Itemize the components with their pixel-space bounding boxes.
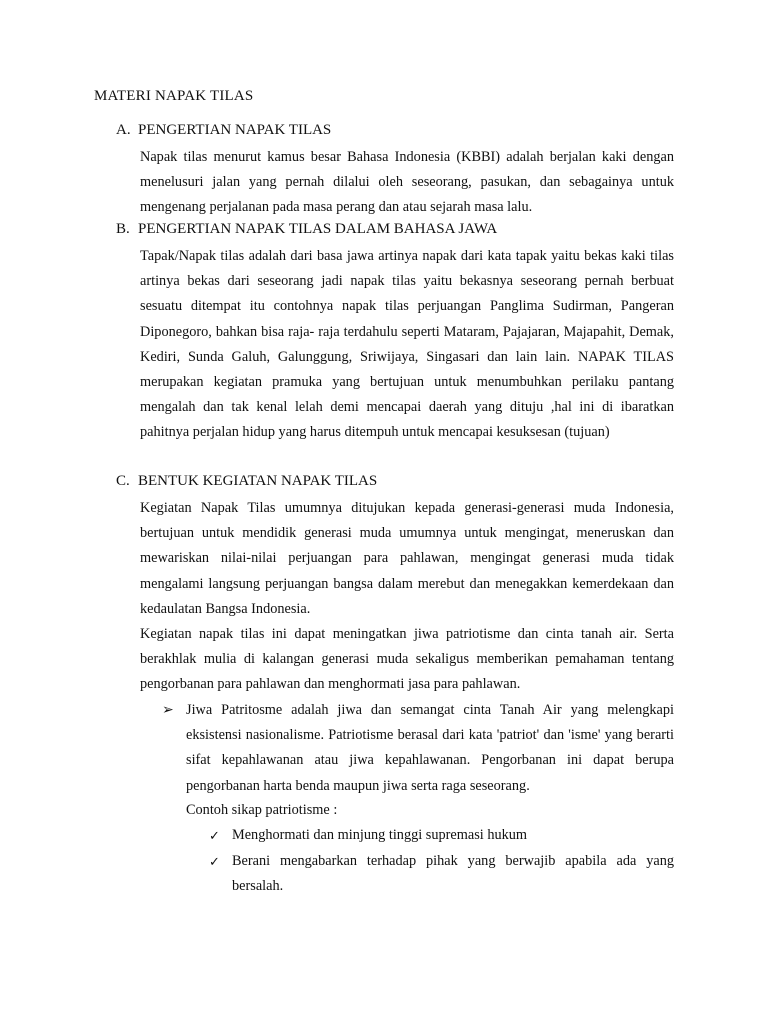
section-a-heading — [116, 122, 331, 139]
section-c-title: BENTUK KEGIATAN NAPAK TILAS — [138, 473, 378, 489]
section-b-title: PENGERTIAN NAPAK TILAS DALAM BAHASA JAWA — [138, 221, 498, 237]
section-c-number: C. — [116, 473, 130, 489]
example-item: Menghormati dan minjung tinggi supremasi hukum — [232, 827, 528, 843]
section-c-paragraph-2: Kegiatan napak tilas ini dapat meningatkan jiwa patriotisme dan cinta tanah air. Serta berakhlak mulia di kalangan generasi muda sekaligus memberikan pemahaman tentang pengorbanan para pahlawan dan menghormati jasa para pahlawan. — [140, 626, 674, 693]
section-c-paragraph-1: Kegiatan Napak Tilas umumnya ditujukan kepada generasi-generasi muda Indonesia, bertujuan untuk mendidik generasi muda umumnya untuk mengingat, meneruskan dan mewariskan nilai-nilai perjuangan para pahlawan, mengingat generasi muda tidak mengalami langsung perjuangan bangsa dalam merebut dan menegakkan kemerdekaan dan kedaulatan Bangsa Indonesia. — [140, 500, 674, 617]
section-c-heading — [116, 473, 377, 490]
example-item: Berani mengabarkan terhadap pihak yang berwajib apabila ada yang bersalah. — [232, 853, 674, 895]
section-a-title: PENGERTIAN NAPAK TILAS — [138, 122, 332, 138]
bullet-text: Jiwa Patritosme adalah jiwa dan semangat cinta Tanah Air yang melengkapi eksistensi nasionalisme. Patriotisme berasal dari kata 'patriot' dan 'isme' yang berarti sifat kepahlawanan atau jiwa kepahlawanan. Pengorbanan ini dapat berupa pengorbanan harta benda maupun jiwa serta raga seseorang. — [186, 702, 674, 794]
section-a-number: A. — [116, 122, 131, 138]
arrow-bullet-icon: ➢ — [162, 703, 174, 718]
examples-label: Contoh sikap patriotisme : — [186, 802, 338, 818]
checkmark-icon: ✓ — [209, 854, 220, 869]
checkmark-icon: ✓ — [209, 828, 220, 843]
section-a-paragraph: Napak tilas menurut kamus besar Bahasa Indonesia (KBBI) adalah berjalan kaki dengan menelusuri jalan yang pernah dilalui oleh seseorang, pasukan, dan sebagainya untuk mengenang perjalanan pada masa perang dan atau sejarah masa lalu. — [140, 149, 674, 216]
section-b-heading — [116, 221, 497, 238]
document-title: MATERI NAPAK TILAS — [94, 88, 254, 104]
section-b-paragraph: Tapak/Napak tilas adalah dari basa jawa artinya napak dari kata tapak yaitu bekas kaki tilas artinya bekas dari seseorang jadi napak tilas yaitu bekasnya seseorang pernah berbuat sesuatu ditempat itu contohnya napak tilas perjuangan Panglima Sudirman, Pangeran Diponegoro, bahkan bisa raja- raja terdahulu seperti Mataram, Pajajaran, Majapahit, Demak, Kediri, Sunda Galuh, Galunggung, Sriwijaya, Singasari dan lain lain. NAPAK TILAS merupakan kegiatan pramuka yang bertujuan untuk menumbuhkan perilaku pantang mengalah dan tak kenal lelah demi mencapai daerah yang dituju ,hal ini di ibaratkan pahitnya perjalan hidup yang harus ditempuh untuk mencapai kesuksesan (tujuan) — [140, 248, 674, 441]
section-b-number: B. — [116, 221, 130, 237]
